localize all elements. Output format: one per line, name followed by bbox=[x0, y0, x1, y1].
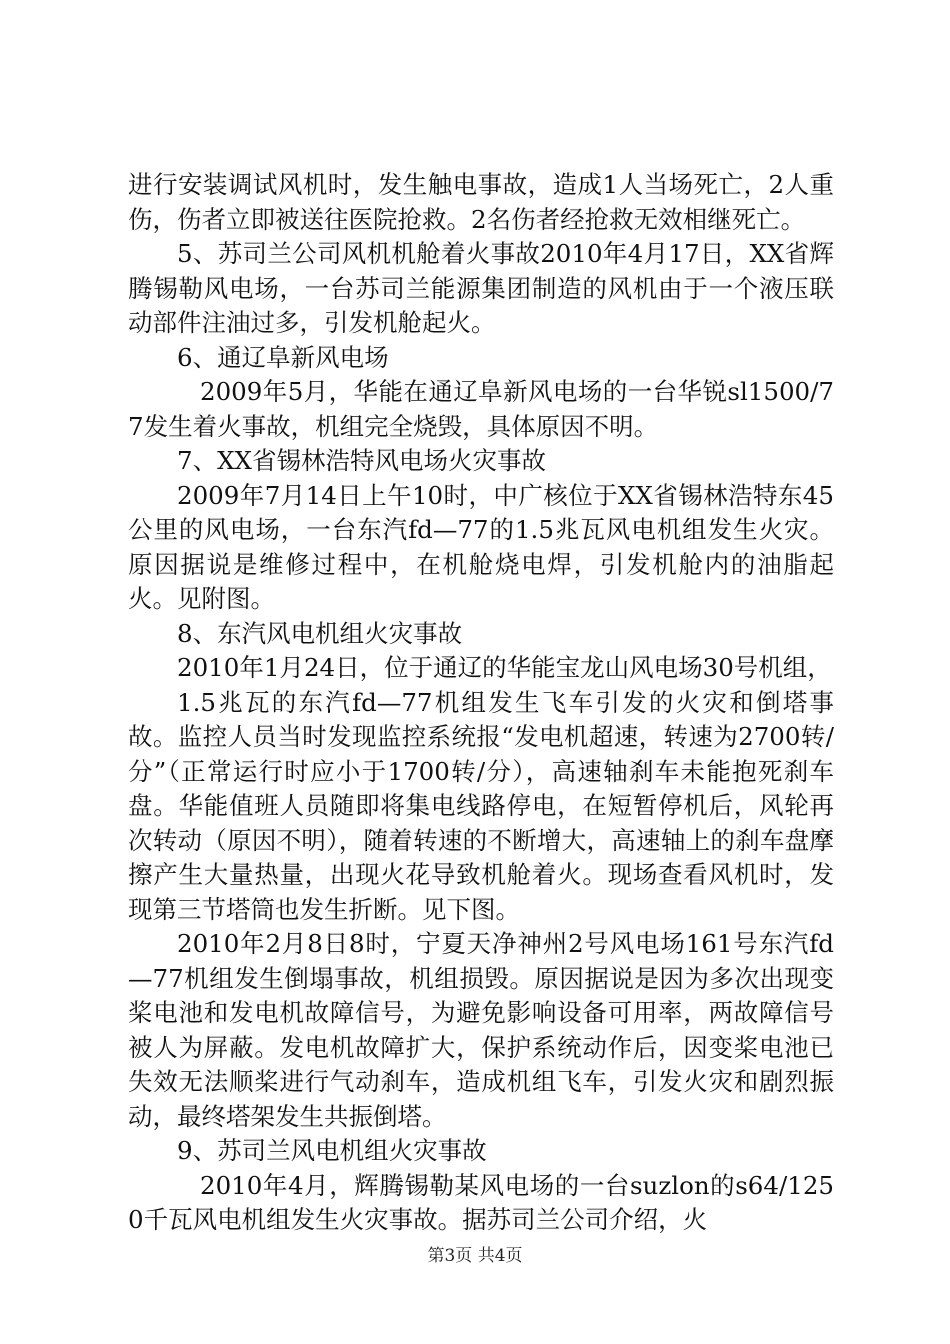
paragraph-item-7-body: 2009年7月14日上午10时，中广核位于XX省锡林浩特东45公里的风电场，一台东汽fd—77的1.5兆瓦风电机组发生火灾。原因据说是维修过程中，在机舱烧电焊，引发机舱内的油脂起火。见附图。 bbox=[128, 480, 834, 613]
paragraph-item-5: 5、苏司兰公司风机机舱着火事故2010年4月17日，XX省辉腾锡勒风电场，一台苏司兰能源集团制造的风机由于一个液压联动部件注油过多，引发机舱起火。 bbox=[128, 239, 834, 337]
page-number-footer: 第3页 共4页 bbox=[427, 1246, 523, 1266]
paragraph-item-9-body: 2010年4月，辉腾锡勒某风电场的一台suzlon的s64/1250千瓦风电机组发生火灾事故。据苏司兰公司介绍，火 bbox=[128, 1170, 834, 1234]
heading-item-6: 6、通辽阜新风电场 bbox=[177, 342, 389, 372]
heading-item-7: 7、XX省锡林浩特风电场火灾事故 bbox=[177, 446, 546, 475]
paragraph-item-8-intro: 2010年1月24日，位于通辽的华能宝龙山风电场30号机组， bbox=[177, 653, 832, 682]
heading-item-8: 8、东汽风电机组火灾事故 bbox=[177, 618, 463, 648]
paragraph-continuation: 进行安装调试风机时，发生触电事故，造成1人当场死亡，2人重伤，伤者立即被送往医院抢救。2名伤者经抢救无效相继死亡。 bbox=[128, 170, 834, 234]
paragraph-item-8-body: 1.5兆瓦的东汽fd—77机组发生飞车引发的火灾和倒塔事故。监控人员当时发现监控系统报“发电机超速，转速为2700转/分”（正常运行时应小于1700转/分），高速轴刹车未能抱死刹车盘。华能值班人员随即将集电线路停电，在短暂停机后，风轮再次转动（原因不明），随着转速的不断增大，高速轴上的刹车盘摩擦产生大量热量，出现火花导致机舱着火。现场查看风机时，发现第三节塔筒也发生折断。见下图。 bbox=[128, 687, 834, 924]
paragraph-item-8-second-case: 2010年2月8日8时，宁夏天净神州2号风电场161号东汽fd—77机组发生倒塌事故，机组损毁。原因据说是因为多次出现变桨电池和发电机故障信号，为避免影响设备可用率，两故障信号被人为屏蔽。发电机故障扩大，保护系统动作后，因变桨电池已失效无法顺桨进行气动刹车，造成机组飞车，引发火灾和剧烈振动，最终塔架发生共振倒塔。 bbox=[128, 929, 834, 1131]
heading-item-9: 9、苏司兰风电机组火灾事故 bbox=[177, 1136, 487, 1165]
paragraph-item-6-body: 2009年5月，华能在通辽阜新风电场的一台华锐sl1500/77发生着火事故，机组完全烧毁，具体原因不明。 bbox=[128, 377, 834, 441]
document-body bbox=[128, 168, 834, 1238]
